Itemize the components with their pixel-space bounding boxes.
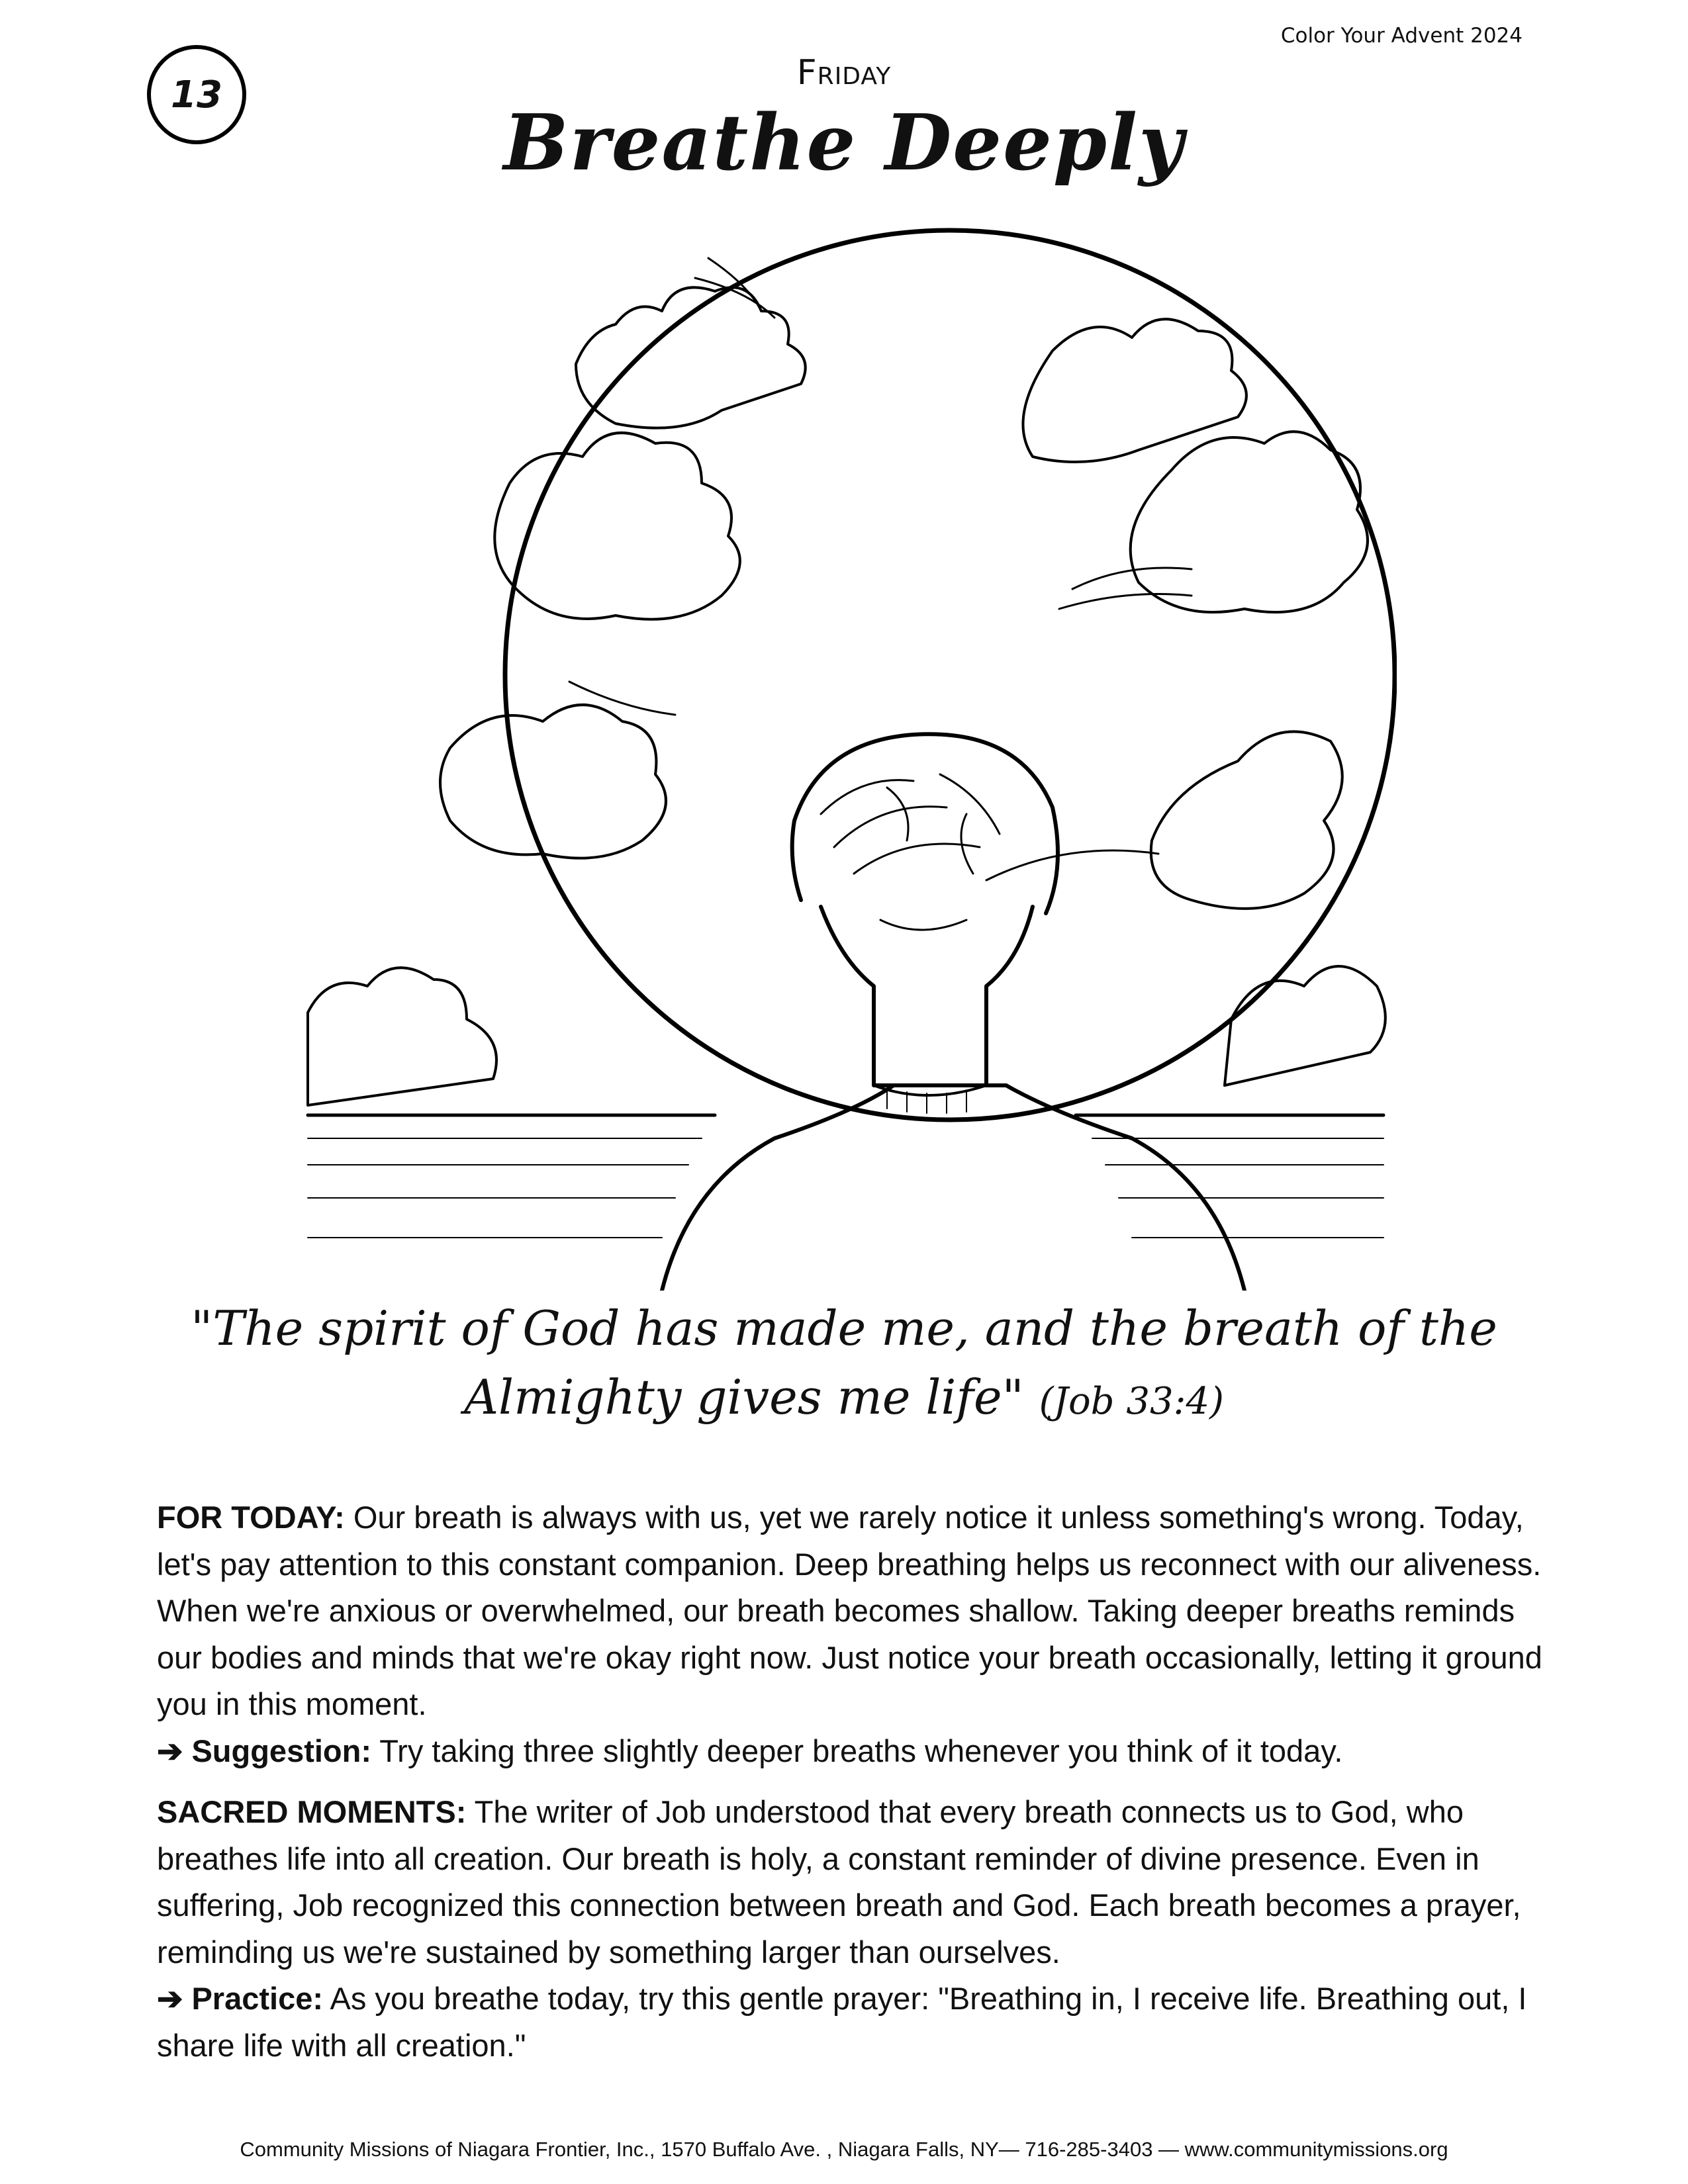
- for-today-paragraph: [157, 1494, 1554, 1728]
- suggestion-text: Try taking three slightly deeper breaths whenever you think of it today.: [379, 1733, 1343, 1768]
- sacred-moments-paragraph: [157, 1789, 1554, 1976]
- practice-text: As you breathe today, try this gentle prayer: "Breathing in, I receive life. Breathing out, I share life with all creation.": [157, 1981, 1527, 2063]
- suggestion-label: Suggestion:: [191, 1733, 371, 1768]
- sea-horizon: [308, 1115, 1383, 1238]
- clouds: [308, 287, 1385, 1105]
- day-number: 13: [171, 73, 222, 116]
- person-from-behind: [662, 734, 1244, 1291]
- footer-contact: Community Missions of Niagara Frontier, Inc., 1570 Buffalo Ave. , Niagara Falls, NY— 716-285-3403 — www.communitymissions.org: [240, 2138, 1448, 2161]
- page-title: Breathe Deeply: [503, 98, 1185, 188]
- hair-strokes: [821, 774, 1000, 930]
- verse-reference: (Job 33:4): [1039, 1380, 1224, 1423]
- practice-line: [157, 1976, 1554, 2069]
- sacred-moments-text: The writer of Job understood that every breath connects us to God, who breathes life into all creation. Our breath is holy, a constant reminder of divine presence. Even in suffering, Job recognized this connection between breath and God. Each breath becomes a prayer, reminding us we're sustained by something larger than ourselves.: [157, 1794, 1521, 1970]
- practice-label: Practice:: [191, 1981, 324, 2016]
- arrow-right-icon: ➔: [157, 1733, 183, 1768]
- coloring-illustration: [291, 218, 1397, 1291]
- arrow-right-icon: ➔: [157, 1981, 183, 2016]
- sacred-moments-label: SACRED MOMENTS:: [157, 1794, 467, 1829]
- scripture-verse: [99, 1294, 1589, 1436]
- weekday-label: Friday: [796, 53, 892, 93]
- verse-text: "The spirit of God has made me, and the breath of the Almighty gives me life": [191, 1300, 1497, 1425]
- for-today-text: Our breath is always with us, yet we rarely notice it unless something's wrong. Today, let's pay attention to this constant companion. Deep breathing helps us reconnect with our aliveness. When we're anxious or overwhelmed, our breath becomes shallow. Taking deeper breaths reminds our bodies and minds that we're okay right now. Just notice your breath occasionally, letting it ground you in this moment.: [157, 1500, 1542, 1721]
- for-today-label: FOR TODAY:: [157, 1500, 345, 1535]
- suggestion-line: [157, 1728, 1554, 1775]
- devotional-body: [157, 1494, 1554, 2069]
- series-label: Color Your Advent 2024: [1280, 24, 1523, 48]
